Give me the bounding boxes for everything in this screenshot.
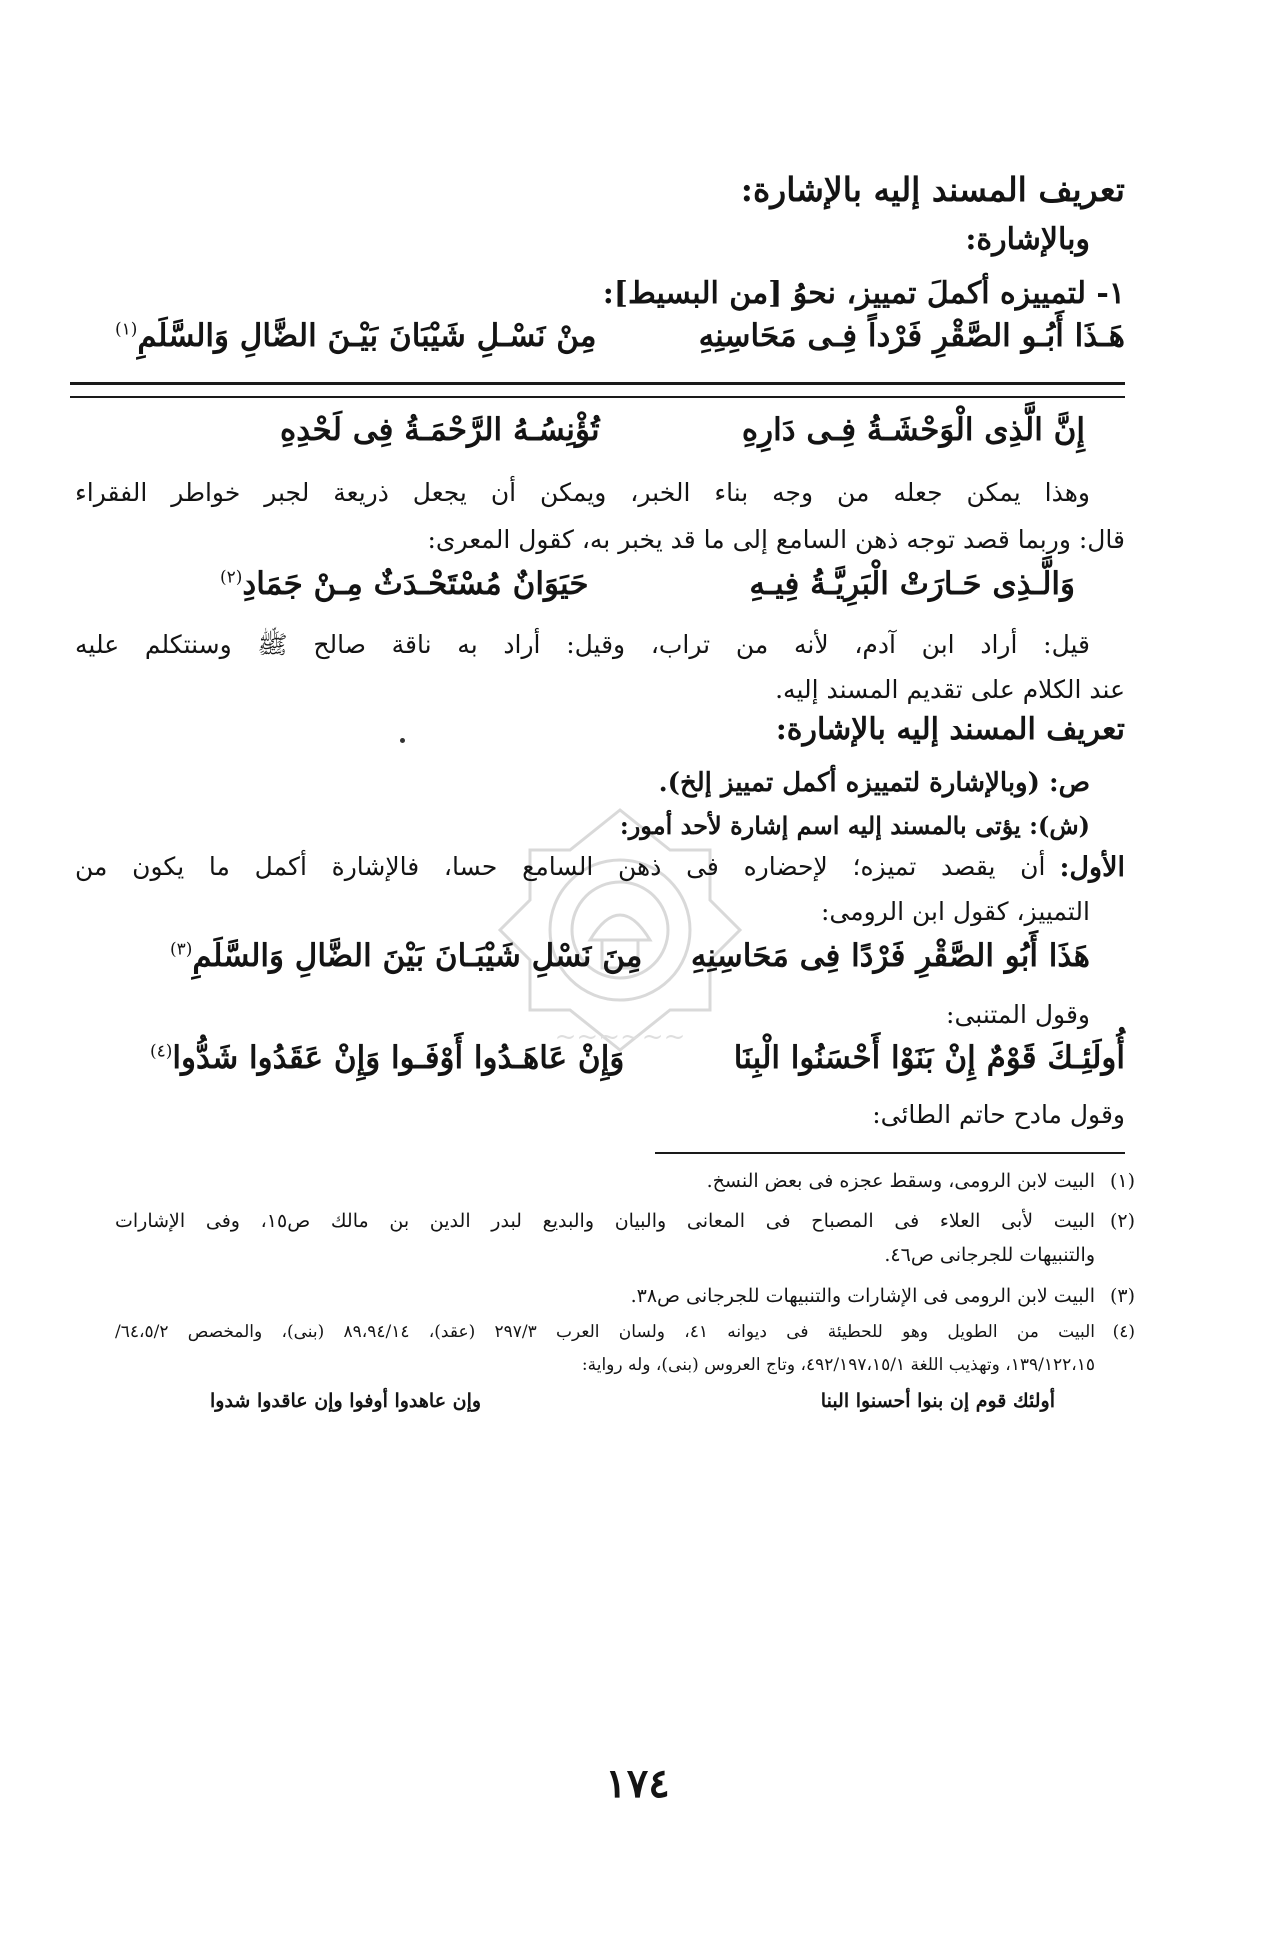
footnote-verse xyxy=(210,1390,1055,1412)
footnote-text: البيت لابن الرومى فى الإشارات والتنبيهات للجرجانى ص٣٨. xyxy=(630,1285,1095,1307)
page-number: ١٧٤ xyxy=(605,1760,670,1807)
verse-line xyxy=(220,566,1075,602)
footnote-number: (٢) xyxy=(1109,1210,1135,1232)
footnote-text: البيت من الطويل وهو للحطيئة فى ديوانه ٤١، ولسان العرب ٢٩٧/٣ (عقد)، ٨٩،٩٤/١٤ (بنى)، والمخصص ٦٤،٥/٢/ xyxy=(115,1322,1095,1342)
footnote-number: (٤) xyxy=(1112,1322,1135,1342)
footnote-divider xyxy=(655,1152,1125,1154)
footnote-number: (١) xyxy=(1109,1170,1135,1192)
verse-line xyxy=(115,318,1125,354)
enumeration-label: الأول: xyxy=(1059,852,1125,883)
text-shin: (ش): يؤتى بالمسند إليه اسم إشارة لأحد أمور: xyxy=(619,811,1090,840)
footnote-text: البيت لأبى العلاء فى المصباح فى المعانى والبيان والبديع لبدر الدين بن مالك ص١٥، وفى الإشارات xyxy=(115,1210,1095,1232)
footnote-marker: (١) xyxy=(115,319,138,340)
paragraph-line: وهذا يمكن جعله من وجه بناء الخبر، ويمكن أن يجعل ذريعة لجبر خواطر الفقراء xyxy=(75,478,1090,507)
paragraph-line: التمييز، كقول ابن الرومى: xyxy=(821,897,1090,926)
footnote xyxy=(115,1210,1135,1234)
paragraph-line: وقول المتنبى: xyxy=(946,1000,1090,1029)
footnote xyxy=(115,1322,1135,1343)
footnote-continuation: والتنبيهات للجرجانى ص٤٦. xyxy=(884,1244,1095,1266)
section-heading: تعريف المسند إليه بالإشارة: xyxy=(740,170,1125,209)
paragraph-text: أن يقصد تميزه؛ لإحضاره فى ذهن السامع حسا، فالإشارة أكمل ما يكون من xyxy=(75,852,1046,881)
verse-hemistich-first: هَذَا أَبُو الصَّقْرِ فَرْدًا فِى مَحَاسِنِهِ xyxy=(690,938,1090,974)
text-sad: ص: (وبالإشارة لتمييزه أكمل تمييز إلخ). xyxy=(658,768,1090,798)
verse-hemistich-second: مِنَ نَسْلِ شَيْبَـانَ بَيْنَ الضَّالِ وَالسَّلَمِ$^{(٣)}$ xyxy=(170,938,643,974)
footnote-marker: (٤) xyxy=(150,1041,173,1062)
paragraph-line: عند الكلام على تقديم المسند إليه. xyxy=(775,675,1125,704)
paragraph-line xyxy=(75,852,1125,884)
verse-hemistich-first: وَالَّـذِى حَـارَتْ الْبَرِيَّـةُ فِيـهِ xyxy=(749,566,1075,602)
verse-hemistich-second: وإن عاهدوا أوفوا وإن عاقدوا شدوا xyxy=(210,1390,482,1412)
footnote-marker: (٣) xyxy=(170,939,193,960)
footnote-number: (٣) xyxy=(1109,1285,1135,1307)
section-divider xyxy=(70,382,1125,385)
verse-hemistich-first: أُولَئِـكَ قَوْمٌ إِنْ بَنَوْا أَحْسَنُوا الْبِنَا xyxy=(733,1040,1125,1076)
footnote-continuation: ١٣٩/١٢٢،١٥، وتهذيب اللغة ٤٩٢/١٩٧،١٥/١، وتاج العروس (بنى)، وله رواية: xyxy=(581,1355,1095,1375)
paragraph-line: قيل: أراد ابن آدم، لأنه من تراب، وقيل: أراد به ناقة صالح ﷺ وسنتكلم عليه xyxy=(75,630,1090,659)
verse-hemistich-second: وَإِنْ عَاهَـدُوا أَوْفَـوا وَإِنْ عَقَدُوا شَدُّوا$^{(٤)}$ xyxy=(150,1040,625,1076)
section-divider-secondary xyxy=(70,396,1125,398)
verse-line xyxy=(170,938,1090,974)
item-one: ١- لتمييزه أكملَ تمييز، نحوُ [من البسيط]: xyxy=(602,276,1125,311)
verse-hemistich-second: مِنْ نَسْـلِ شَيْبَانَ بَيْـنَ الضَّالِ وَالسَّلَمِ$^{(١)}$ xyxy=(115,318,597,354)
svg-text:~~~~~~: ~~~~~~ xyxy=(554,1022,686,1052)
verse-hemistich-second: حَيَوَانٌ مُسْتَحْـدَثٌ مِـنْ جَمَادِ$^{(٢)}$ xyxy=(220,566,589,602)
verse-hemistich-first: أولئك قوم إن بنوا أحسنوا البنا xyxy=(820,1390,1055,1412)
footnote xyxy=(115,1170,1135,1194)
verse-line xyxy=(150,1040,1125,1076)
scan-speck xyxy=(400,738,405,743)
verse-hemistich-first: إِنَّ الَّذِى الْوَحْشَـةُ فِـى دَارِهِ xyxy=(741,412,1085,448)
verse-hemistich-second: تُؤْنِسُـهُ الرَّحْمَـةُ فِى لَحْدِهِ xyxy=(280,412,600,448)
verse-hemistich-first: هَـذَا أَبُـو الصَّقْرِ فَرْداً فِـى مَحَاسِنِهِ xyxy=(698,318,1125,354)
footnote xyxy=(115,1285,1135,1309)
subheading: وبالإشارة: xyxy=(965,222,1090,257)
footnote-text: البيت لابن الرومى، وسقط عجزه فى بعض النسخ. xyxy=(706,1170,1095,1192)
footnote-marker: (٢) xyxy=(220,567,243,588)
verse-line xyxy=(280,412,1085,448)
section-heading: تعريف المسند إليه بالإشارة: xyxy=(775,712,1125,747)
paragraph-line: وقول مادح حاتم الطائى: xyxy=(872,1100,1125,1129)
paragraph-line: قال: وربما قصد توجه ذهن السامع إلى ما قد يخبر به، كقول المعرى: xyxy=(427,525,1125,554)
